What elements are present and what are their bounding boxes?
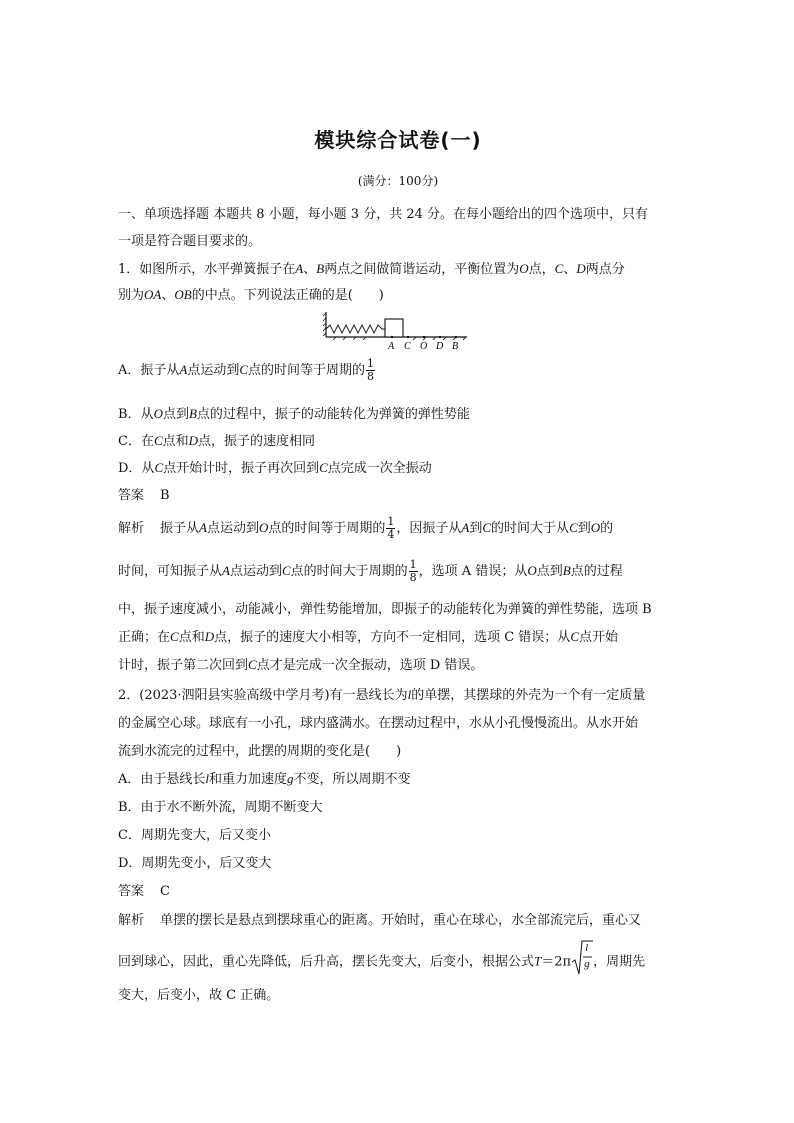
q2-option-d: D．周期先变小，后又变大 xyxy=(118,856,272,871)
q1-analysis-line-1: 解析 振子从A点运动到O点的时间等于周期的 $\frac{1}{4}$ ，因振子从A到C的时间大于从C到O的 xyxy=(118,515,614,541)
figure-label-d: D xyxy=(436,341,444,352)
q1-answer: 答案 B xyxy=(118,488,170,503)
q2-analysis-line-3: 变大，后变小，故 C 正确。 xyxy=(118,988,280,1003)
q1-stem-line-2: 别为OA、OB的中点。下列说法正确的是( ) xyxy=(118,287,384,303)
block-mass xyxy=(385,319,403,337)
fraction-one-eighth: $\frac{1}{8}$ xyxy=(367,357,375,383)
square-root-l-over-g: l g xyxy=(571,940,593,976)
q2-stem-line-1: 2．(2023·泗阳县实验高级中学月考)有一悬线长为l的单摆，其摆球的外壳为一个有一定质量 xyxy=(118,687,646,703)
spring-oscillator-figure xyxy=(323,310,473,352)
q2-answer: 答案 C xyxy=(118,884,170,899)
q1-option-d: D．从C点开始计时，振子再次回到C点完成一次全振动 xyxy=(118,460,432,476)
q2-stem-line-3: 流到水流完的过程中，此摆的周期的变化是( ) xyxy=(118,744,402,759)
q1-analysis-line-3: 中，振子速度减小，动能减小，弹性势能增加，即振子的动能转化为弹簧的弹性势能，选项 B xyxy=(118,602,652,617)
section-heading-line-1: 一、单项选择题 本题共 8 小题，每小题 3 分，共 24 分。在每小题给出的四个选项中，只有 xyxy=(118,207,649,222)
spring-icon xyxy=(326,325,385,333)
section-heading-line-2: 一项是符合题目要求的。 xyxy=(118,234,262,249)
q1-analysis-line-5: 计时，振子第二次回到C点才是完成一次全振动，选项 D 错误。 xyxy=(118,657,484,673)
q1-option-b: B．从O点到B点的过程中，振子的动能转化为弹簧的弹性势能 xyxy=(118,406,470,422)
q2-option-c: C．周期先变大，后又变小 xyxy=(118,828,271,843)
q1-option-c: C．在C点和D点，振子的速度相同 xyxy=(118,433,316,449)
figure-label-o: O xyxy=(420,341,428,352)
figure-label-c: C xyxy=(404,341,411,352)
q2-analysis-line-2: 回到球心，因此，重心先降低，后升高，摆长先变大，后变小，根据公式T＝2π l g ，周期先 xyxy=(118,944,645,980)
q2-analysis-line-1: 解析 单摆的摆长是悬点到摆球重心的距离。开始时，重心在球心，水全部流完后，重心又 xyxy=(118,913,642,928)
fraction-one-quarter: $\frac{1}{4}$ xyxy=(387,515,395,541)
q2-stem-line-2: 的金属空心球。球底有一小孔，球内盛满水。在摆动过程中，水从小孔慢慢流出。从水开始 xyxy=(118,716,639,731)
q2-option-a: A．由于悬线长l和重力加速度g不变，所以周期不变 xyxy=(118,771,411,787)
score-note: (满分：100分) xyxy=(357,174,439,188)
q1-stem-line-1: 1．如图所示，水平弹簧振子在A、B两点之间做简谐运动，平衡位置为O点，C、D两点分 xyxy=(118,261,625,277)
figure-label-b: B xyxy=(452,341,459,352)
figure-label-a: A xyxy=(388,341,395,352)
fraction-one-eighth: $\frac{1}{8}$ xyxy=(409,558,417,584)
page-title: 模块综合试卷(一) xyxy=(314,128,482,152)
q2-option-b: B．由于水不断外流，周期不断变大 xyxy=(118,800,323,815)
q1-option-a: A．振子从A点运动到C点的时间等于周期的 $\frac{1}{8}$ xyxy=(118,357,375,383)
q1-analysis-line-4: 正确；在C点和D点，振子的速度大小相等，方向不一定相同，选项 C 错误；从C点开始 xyxy=(118,629,618,645)
q1-analysis-line-2: 时间，可知振子从A点运动到C点的时间大于周期的 $\frac{1}{8}$ ，选项 A 错误；从O点到B点的过程 xyxy=(118,558,623,584)
